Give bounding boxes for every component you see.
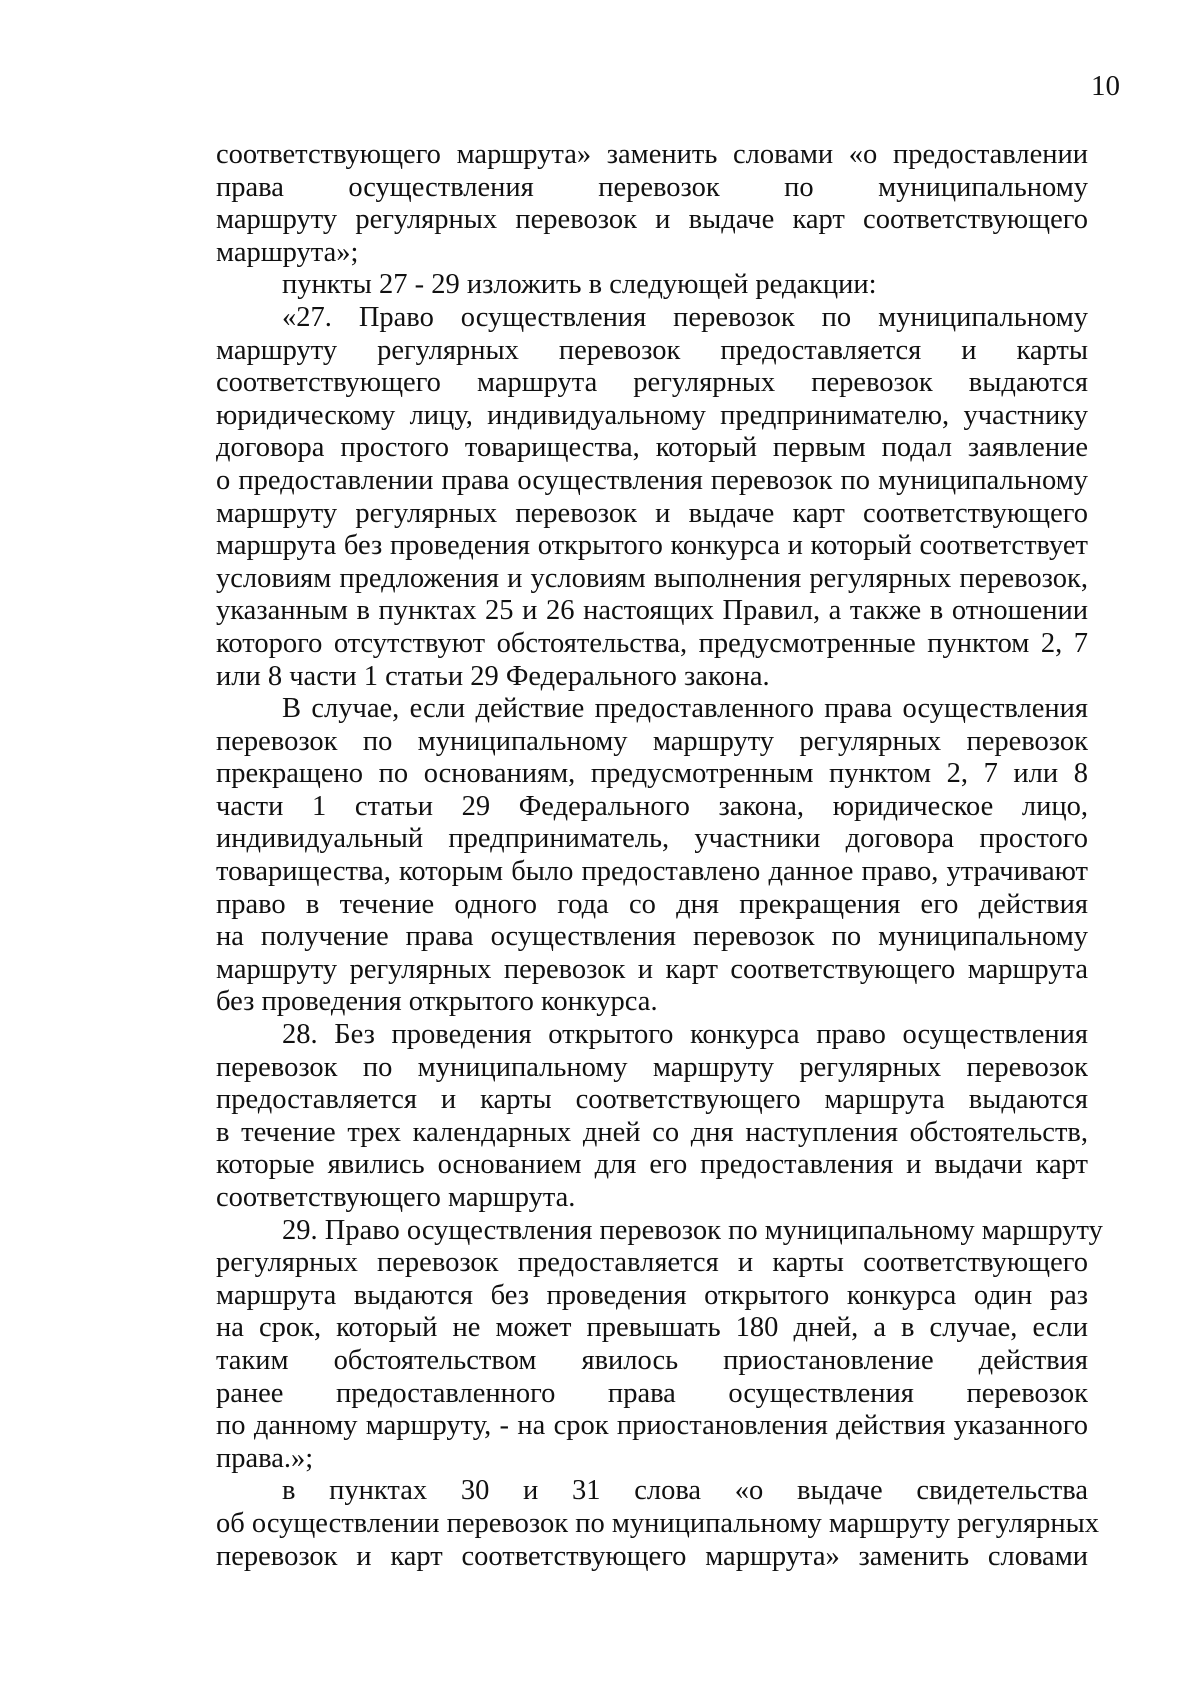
paragraph-points-30-31 (216, 1475, 1099, 1573)
text-line: или 8 части 1 статьи 29 Федерального закона. (216, 660, 770, 692)
text-line: которые явились основанием для его предоставления и выдачи карт (216, 1149, 1088, 1181)
text-line: указанным в пунктах 25 и 26 настоящих Правил, а также в отношении (216, 595, 1088, 627)
text-line: перевозок по муниципальному маршруту регулярных перевозок (216, 725, 1088, 757)
text-line: 28. Без проведения открытого конкурса право осуществления (282, 1019, 1088, 1051)
document-body (216, 139, 1103, 1573)
paragraph-replacement-tail (216, 139, 1088, 269)
paragraph-termination-case (216, 693, 1088, 1019)
paragraph-points-intro (216, 269, 1088, 302)
text-line: пункты 27 - 29 изложить в следующей редакции: (282, 269, 877, 301)
text-line: по данному маршруту, - на срок приостановления действия указанного (216, 1410, 1088, 1442)
paragraph-point-27 (216, 302, 1088, 693)
text-line: ранее предоставленного права осуществления перевозок (216, 1377, 1088, 1409)
text-line: соответствующего маршрута. (216, 1182, 576, 1213)
text-line: таким обстоятельством явилось приостановление действия (216, 1344, 1088, 1376)
text-line: товарищества, которым было предоставлено данное право, утрачивают (216, 856, 1088, 888)
text-line: маршрута выдаются без проведения открытого конкурса один раз (216, 1279, 1088, 1311)
text-line: без проведения открытого конкурса. (216, 986, 658, 1018)
text-line: перевозок и карт соответствующего маршрута» заменить словами (216, 1540, 1088, 1572)
text-line: регулярных перевозок предоставляется и карты соответствующего (216, 1247, 1088, 1279)
text-line: на получение права осуществления перевозок по муниципальному (216, 921, 1088, 953)
text-line: маршруту регулярных перевозок и карт соответствующего маршрута (216, 953, 1088, 985)
text-line: маршруту регулярных перевозок и выдаче карт соответствующего (216, 204, 1088, 236)
text-line: в пунктах 30 и 31 слова «о выдаче свидетельства (282, 1475, 1088, 1507)
text-line: права.»; (216, 1442, 314, 1474)
text-line: перевозок по муниципальному маршруту регулярных перевозок (216, 1051, 1088, 1083)
text-line: маршрута»; (216, 236, 359, 268)
text-line: об осуществлении перевозок по муниципальному маршруту регулярных (216, 1507, 1099, 1539)
text-line: части 1 статьи 29 Федерального закона, юридическое лицо, (216, 790, 1088, 822)
text-line: «27. Право осуществления перевозок по муниципальному (282, 301, 1088, 333)
text-line: которого отсутствуют обстоятельства, предусмотренные пунктом 2, 7 (216, 627, 1088, 659)
text-line: о предоставлении права осуществления перевозок по муниципальному (216, 464, 1088, 496)
text-line: соответствующего маршрута регулярных перевозок выдаются (216, 367, 1088, 399)
text-line: на срок, который не может превышать 180 дней, а в случае, если (216, 1312, 1088, 1344)
text-line: индивидуальный предприниматель, участники договора простого (216, 823, 1088, 855)
text-line: В случае, если действие предоставленного права осуществления (282, 693, 1088, 725)
text-line: прекращено по основаниям, предусмотренным пунктом 2, 7 или 8 (216, 758, 1088, 790)
text-line: юридическому лицу, индивидуальному предпринимателю, участнику (216, 399, 1088, 431)
text-line: 29. Право осуществления перевозок по муниципальному маршруту (282, 1214, 1103, 1246)
text-line: условиям предложения и условиям выполнения регулярных перевозок, (216, 562, 1088, 594)
text-line: маршрута без проведения открытого конкурса и который соответствует (216, 530, 1088, 562)
text-line: право в течение одного года со дня прекращения его действия (216, 888, 1088, 920)
text-line: маршруту регулярных перевозок и выдаче карт соответствующего (216, 497, 1088, 529)
paragraph-point-29 (216, 1214, 1103, 1476)
text-line: маршруту регулярных перевозок предоставляется и карты (216, 334, 1088, 366)
text-line: предоставляется и карты соответствующего маршрута выдаются (216, 1084, 1088, 1116)
text-line: права осуществления перевозок по муниципальному (216, 171, 1088, 203)
text-line: соответствующего маршрута» заменить словами «о предоставлении (216, 139, 1088, 170)
paragraph-point-28 (216, 1019, 1088, 1215)
text-line: в течение трех календарных дней со дня наступления обстоятельств, (216, 1116, 1088, 1148)
text-line: договора простого товарищества, который первым подал заявление (216, 432, 1088, 464)
page-number: 10 (1091, 70, 1120, 102)
